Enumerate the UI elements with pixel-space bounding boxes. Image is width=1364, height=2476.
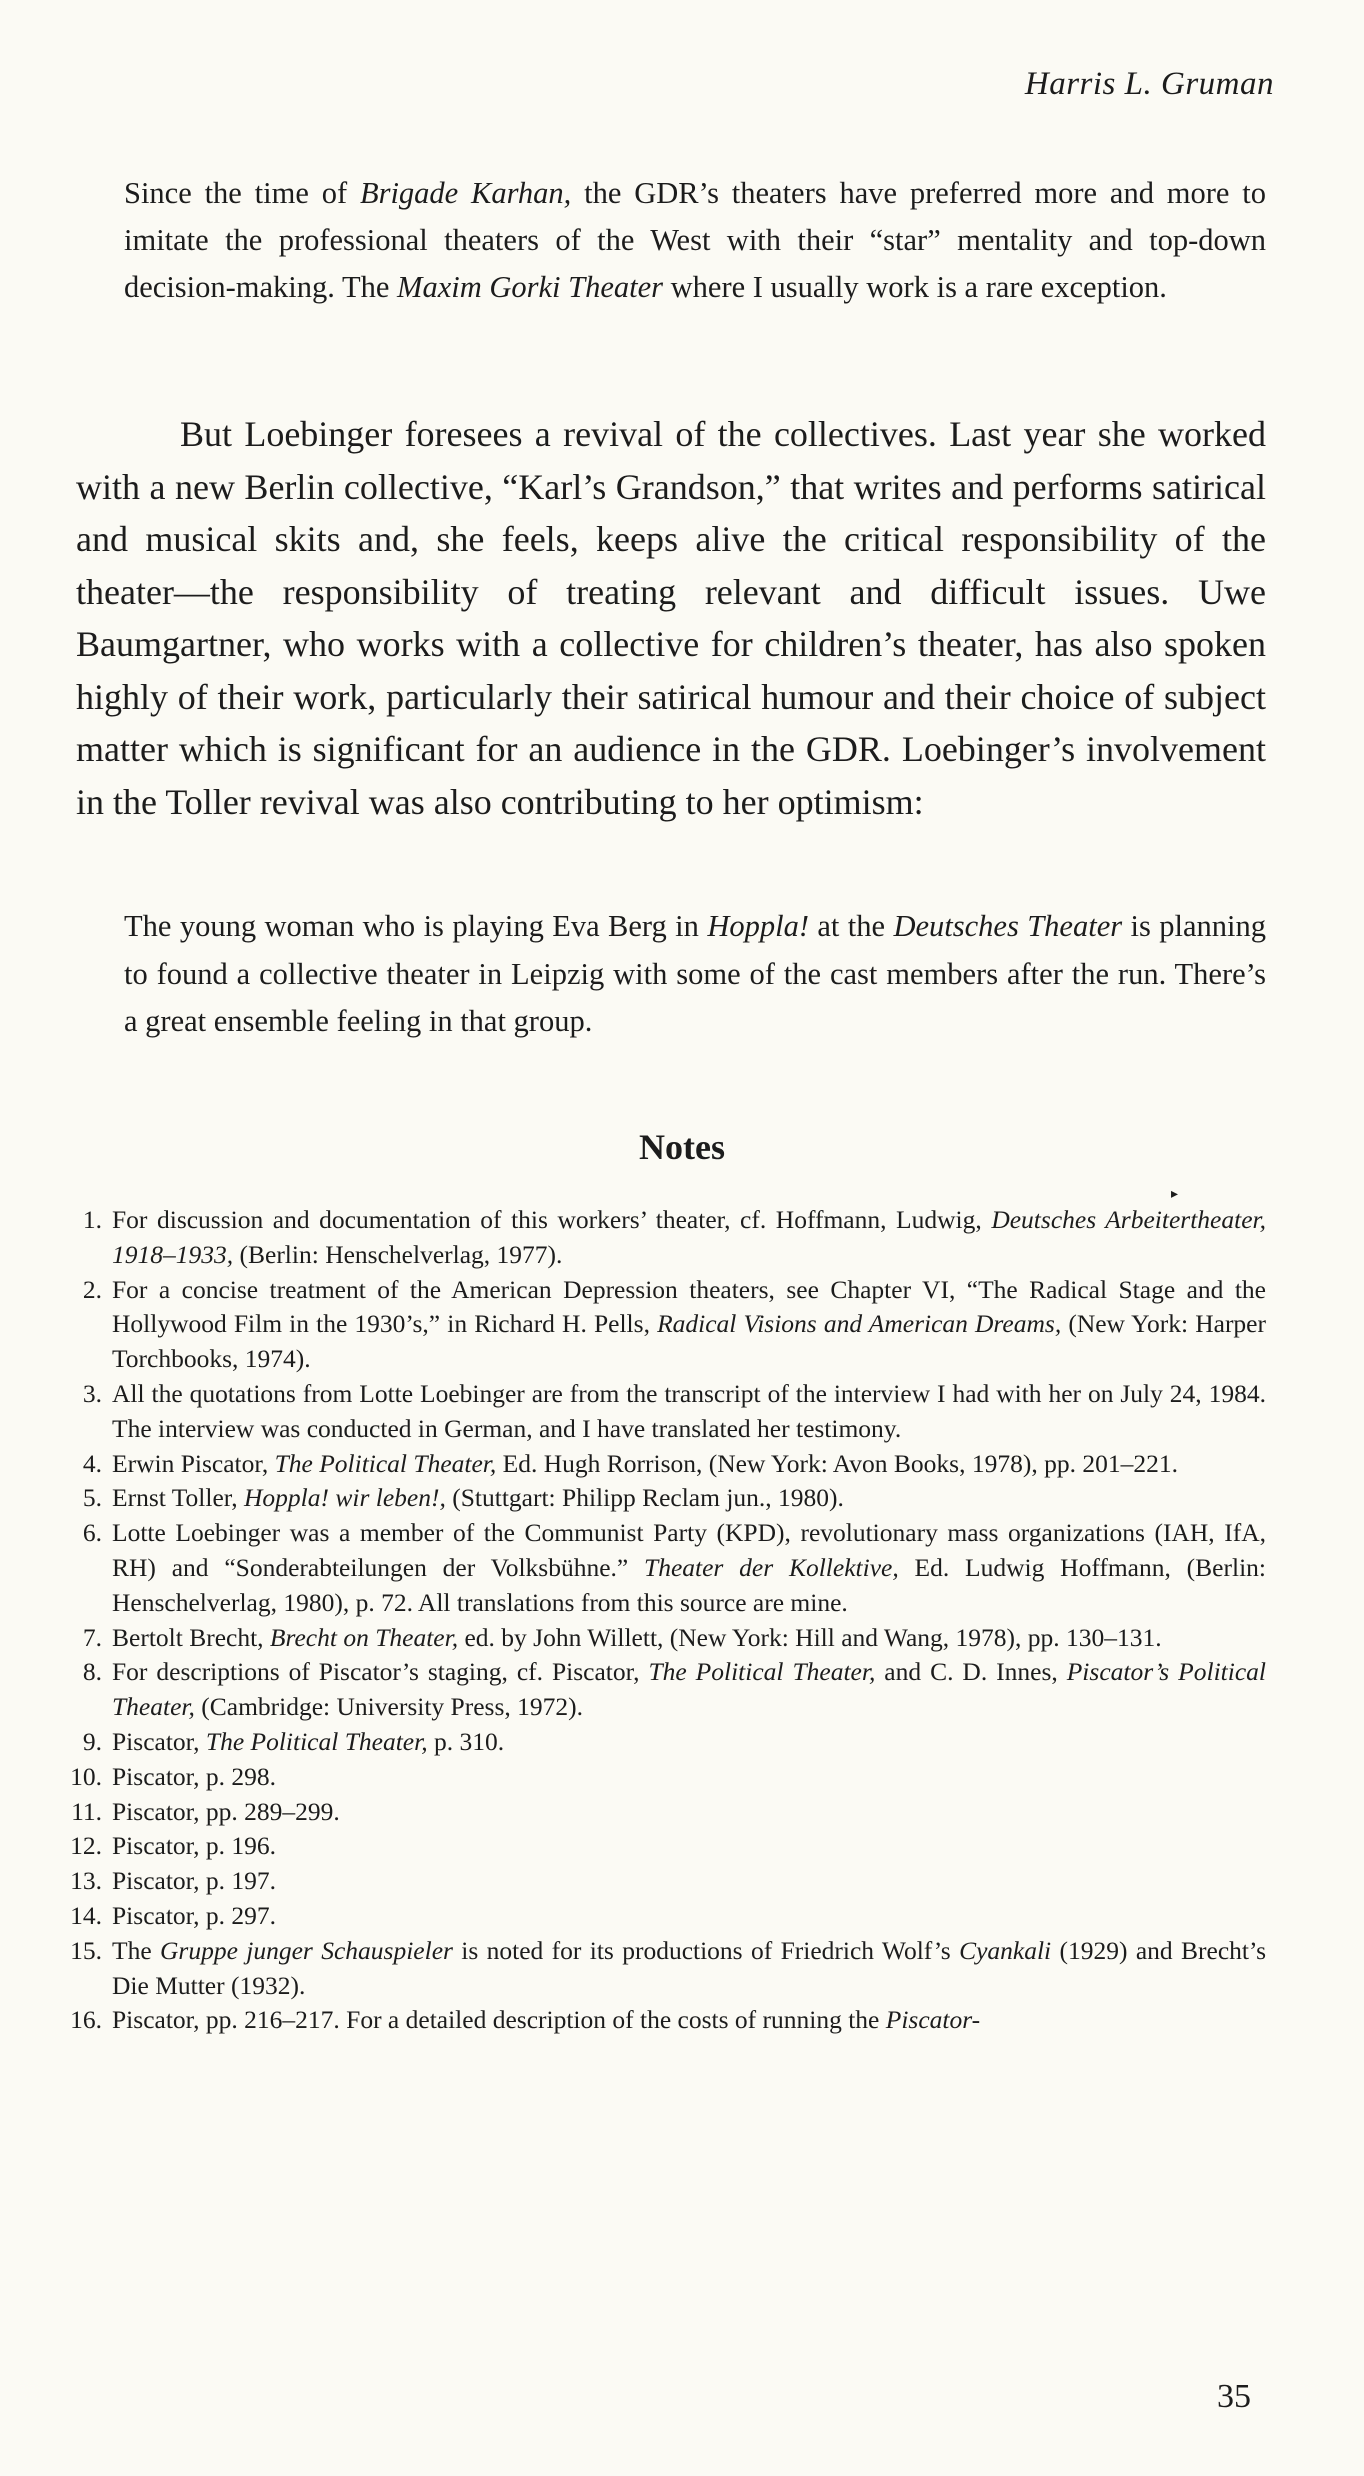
quote-text: The young woman who is playing Eva Berg in bbox=[124, 909, 708, 943]
note-text: Lotte Loebinger was a member of the Communist Party (KPD), revolutionary mass organizations (IAH, IfA, RH) and “Sonderabteilungen der Volksbühne.” bbox=[112, 1518, 1266, 1582]
note-text: (New York: Harper Torchbooks, 1974). bbox=[112, 1309, 1266, 1374]
note-text: Bertolt Brecht, bbox=[112, 1622, 270, 1652]
notes-heading: Notes bbox=[639, 1127, 725, 1167]
body-paragraph: But Loebinger foresees a revival of the collectives. Last year she worked with a new Berlin collective, “Karl’s Grandson,” that writes and performs satirical and musical skits and, she feels, keeps alive the critical responsibility of the theater—the responsibility of treating relevant and difficult issues. Uwe Baumgartner, who works with a collective for children’s theater, has also spoken highly of their work, particularly their satirical humour and their choice of subject matter which is significant for an audience in the GDR. Loebinger’s involvement in the Toller revival was also contributing to her optimism: bbox=[76, 414, 1266, 822]
note-italic: Cyankali bbox=[959, 1935, 1052, 1965]
note-item bbox=[0, 1725, 1364, 1760]
note-text: Piscator, p. 297. bbox=[112, 1900, 277, 1930]
note-text: (Berlin: Henschelverlag, 1977). bbox=[233, 1239, 563, 1269]
note-text: For a concise treatment of the American Depression theaters, see Chapter VI, “The Radical Stage and the Hollywood Film in the 1930’s,” in Richard H. Pells, bbox=[112, 1274, 1266, 1339]
note-item bbox=[0, 1377, 1364, 1447]
note-number: 14. bbox=[70, 1900, 102, 1930]
note-number: 9. bbox=[82, 1726, 102, 1756]
note-text: The bbox=[112, 1935, 161, 1965]
note-text: Piscator, p. 298. bbox=[112, 1761, 277, 1791]
note-text: All the quotations from Lotte Loebinger are from the transcript of the interview I had with her on July 24, 1984. The interview was conducted in German, and I have translated her testimony. bbox=[112, 1378, 1266, 1443]
note-italic: The Political Theater, bbox=[274, 1448, 497, 1478]
note-text: Piscator, pp. 216–217. For a detailed description of the costs of running the bbox=[112, 2005, 886, 2035]
note-italic: Radical Visions and American Dreams, bbox=[657, 1309, 1062, 1339]
note-text: For discussion and documentation of this workers’ theater, cf. Hoffmann, Ludwig, bbox=[112, 1205, 992, 1234]
quote-text: at the bbox=[808, 909, 894, 943]
note-item bbox=[0, 1655, 1364, 1725]
note-item bbox=[0, 2003, 1364, 2038]
notes-list bbox=[0, 1203, 1364, 2038]
note-number: 7. bbox=[82, 1622, 102, 1652]
note-item bbox=[0, 1760, 1364, 1795]
note-text: Piscator, bbox=[112, 1726, 206, 1756]
note-number: 6. bbox=[82, 1518, 102, 1548]
quote-text: the GDR’s theaters have preferred more and more to imitate the professional theaters of the West with their “star” mentality and top-down decision-making. The bbox=[124, 176, 1266, 304]
note-item bbox=[0, 1864, 1364, 1899]
note-text: is noted for its productions of Friedrich Wolf’s bbox=[452, 1935, 960, 1965]
note-item bbox=[0, 1829, 1364, 1864]
note-item bbox=[0, 1899, 1364, 1934]
running-head: Harris L. Gruman bbox=[1024, 66, 1274, 102]
note-number: 8. bbox=[82, 1657, 102, 1687]
quote-italic: Hoppla! bbox=[707, 909, 809, 943]
arrow-mark-icon: ▸ bbox=[1171, 1187, 1179, 1202]
note-item bbox=[0, 1621, 1364, 1656]
quote-italic: Deutsches Theater bbox=[893, 909, 1123, 943]
page-number: 35 bbox=[1217, 2378, 1251, 2415]
note-number: 2. bbox=[82, 1274, 102, 1304]
note-text: and C. D. Innes, bbox=[875, 1657, 1067, 1687]
note-text: p. 310. bbox=[427, 1726, 505, 1756]
note-italic: Brecht on Theater, bbox=[269, 1622, 459, 1652]
note-text: (Stuttgart: Philipp Reclam jun., 1980). bbox=[445, 1483, 844, 1513]
note-item bbox=[0, 1516, 1364, 1620]
quote-text: where I usually work is a rare exception. bbox=[663, 270, 1167, 304]
note-item bbox=[0, 1934, 1364, 2004]
note-italic: Theater der Kollektive, bbox=[644, 1552, 899, 1582]
quote-text: is planning to found a collective theater in Leipzig with some of the cast members after the run. There’s a great ensemble feeling in that group. bbox=[124, 909, 1266, 1038]
note-italic: Piscator- bbox=[885, 2005, 981, 2035]
note-italic: Gruppe junger Schauspieler bbox=[160, 1935, 453, 1965]
note-text: (Cambridge: University Press, 1972). bbox=[194, 1692, 583, 1722]
note-number: 5. bbox=[82, 1483, 102, 1513]
note-item bbox=[0, 1795, 1364, 1830]
note-number: 13. bbox=[70, 1866, 102, 1896]
note-text: (1929) and Brecht’s Die Mutter (1932). bbox=[112, 1935, 1266, 2000]
note-text: Ed. Hugh Rorrison, (New York: Avon Books, 1978), pp. 201–221. bbox=[496, 1448, 1178, 1478]
note-italic: Piscator’s Political Theater, bbox=[112, 1657, 1266, 1722]
note-number: 1. bbox=[82, 1205, 102, 1234]
note-text: Piscator, p. 197. bbox=[112, 1866, 277, 1896]
note-text: Ernst Toller, bbox=[112, 1483, 244, 1513]
note-number: 11. bbox=[71, 1796, 102, 1826]
note-item bbox=[0, 1203, 1364, 1273]
note-text: ed. by John Willett, (New York: Hill and Wang, 1978), pp. 130–131. bbox=[458, 1622, 1162, 1652]
note-number: 16. bbox=[70, 2005, 102, 2035]
note-italic: Deutsches Arbeitertheater, 1918–1933, bbox=[112, 1205, 1266, 1269]
note-text: Piscator, p. 196. bbox=[112, 1831, 277, 1861]
note-item bbox=[0, 1447, 1364, 1482]
note-item bbox=[0, 1481, 1364, 1516]
note-italic: The Political Theater, bbox=[648, 1657, 876, 1687]
note-number: 3. bbox=[82, 1378, 102, 1408]
note-number: 15. bbox=[70, 1935, 102, 1965]
note-italic: The Political Theater, bbox=[205, 1726, 428, 1756]
note-number: 10. bbox=[70, 1761, 102, 1791]
note-italic: Hoppla! wir leben!, bbox=[244, 1483, 446, 1513]
quote-text: Since the time of bbox=[124, 176, 360, 210]
note-text: Ed. Ludwig Hoffmann, (Berlin: Henschelverlag, 1980), p. 72. All translations from this source are mine. bbox=[112, 1552, 1266, 1617]
note-text: Piscator, pp. 289–299. bbox=[112, 1796, 340, 1826]
note-text: Erwin Piscator, bbox=[112, 1448, 275, 1478]
quote-italic: Maxim Gorki Theater bbox=[397, 270, 664, 304]
block-quote-2 bbox=[124, 903, 1266, 1046]
note-item bbox=[0, 1273, 1364, 1377]
note-number: 4. bbox=[82, 1448, 102, 1478]
quote-italic: Brigade Karhan, bbox=[359, 176, 572, 210]
note-text: For descriptions of Piscator’s staging, cf. Piscator, bbox=[112, 1657, 649, 1687]
block-quote-1 bbox=[124, 170, 1266, 311]
note-number: 12. bbox=[70, 1831, 102, 1861]
